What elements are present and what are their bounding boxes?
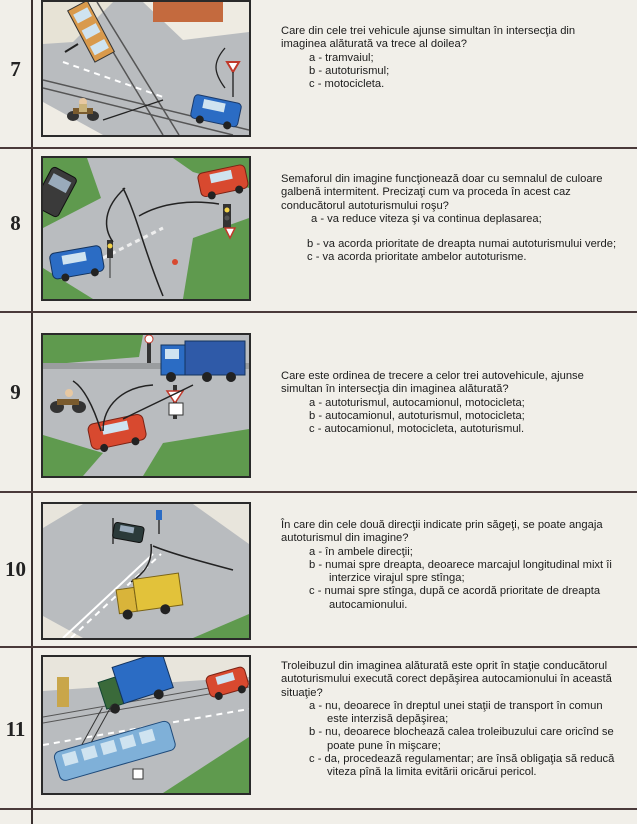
question-text-block	[281, 173, 621, 265]
answer-option-b[interactable]: b - autocamionul, autoturismul, motocicleta;	[309, 409, 525, 422]
illustration-11	[43, 657, 249, 793]
question-number: 7	[10, 57, 21, 81]
row-divider-bottom	[0, 808, 637, 810]
question-stem: Care din cele trei vehicule ajunse simultan în intersecţia din imaginea alăturată va trece al doilea?	[281, 25, 576, 51]
question-text-block	[281, 519, 621, 612]
question-image-intersection-tram	[41, 0, 251, 137]
question-text-block	[281, 25, 621, 91]
illustration-7	[43, 2, 249, 135]
illustration-9	[43, 335, 249, 476]
answer-option-b[interactable]: b - va acorda prioritate de dreapta numai autoturismului verde;	[307, 238, 617, 251]
answer-option-a[interactable]: a - în ambele direcţii;	[309, 545, 413, 558]
answer-option-a[interactable]: a - autoturismul, autocamionul, motocicleta;	[309, 396, 525, 409]
answer-option-b[interactable]: b - numai spre dreapta, deoarece marcajul longitudinal mixt îi interzice virajul spre stînga;	[309, 558, 612, 585]
left-margin-rule	[31, 0, 33, 824]
question-stem: Troleibuzul din imaginea alăturată este oprit în staţie conducătorul autoturismului execută corect depăşirea autocamionului în această situaţie?	[281, 660, 612, 699]
question-image-two-directions	[41, 502, 251, 640]
question-number: 8	[10, 211, 21, 235]
answer-option-c[interactable]: c - numai spre stînga, după ce acordă prioritate de dreapta autocamionului.	[309, 585, 601, 611]
illustration-10	[43, 504, 249, 638]
question-stem: Semaforul din imagine funcţionează doar cu semnalul de culoare galbenă intermitent. Precizaţi cum va proceda în acest caz conducătorul autoturismului roşu?	[281, 173, 603, 212]
row-divider-8-9	[0, 311, 637, 313]
question-text-block	[281, 370, 621, 436]
row-divider-7-8	[0, 147, 637, 149]
question-stem: Care este ordinea de trecere a celor trei autovehicule, ajunse simultan în intersecţia din imaginea alăturată?	[281, 370, 584, 396]
answer-option-a[interactable]: a - va reduce viteza şi va continua deplasarea;	[311, 212, 542, 225]
row-divider-9-10	[0, 491, 637, 493]
question-number: 9	[10, 380, 21, 404]
answer-option-b[interactable]: b - autoturismul;	[309, 64, 390, 77]
question-image-flashing-yellow-semaphore	[41, 156, 251, 301]
question-image-trolleybus-stop	[41, 655, 251, 795]
answer-option-c[interactable]: c - va acorda prioritate ambelor autoturisme.	[307, 251, 527, 264]
answer-option-c[interactable]: c - autocamionul, motocicleta, autoturismul.	[309, 423, 525, 436]
answer-option-b[interactable]: b - nu, deoarece blochează calea troleibuzului care oricînd se poate pune în mişcare;	[309, 726, 614, 752]
question-number: 10	[5, 557, 26, 581]
question-text-block	[281, 660, 621, 780]
question-stem: În care din cele două direcţii indicate prin săgeţi, se poate angaja autoturismul din imagine?	[281, 519, 603, 545]
answer-option-a[interactable]: a - nu, deoarece în dreptul unei staţii de transport în comun este interzisă depăşirea;	[309, 699, 603, 726]
answer-option-c[interactable]: c - da, procedează regulamentar; are însă obligaţia să reducă viteza pînă la limita evitării oricărui pericol.	[309, 753, 615, 779]
answer-option-c[interactable]: c - motocicleta.	[309, 78, 385, 91]
question-image-three-vehicles	[41, 333, 251, 478]
answer-option-a[interactable]: a - tramvaiul;	[309, 51, 374, 64]
question-number: 11	[5, 717, 26, 741]
illustration-8	[43, 158, 249, 299]
row-divider-10-11	[0, 646, 637, 648]
